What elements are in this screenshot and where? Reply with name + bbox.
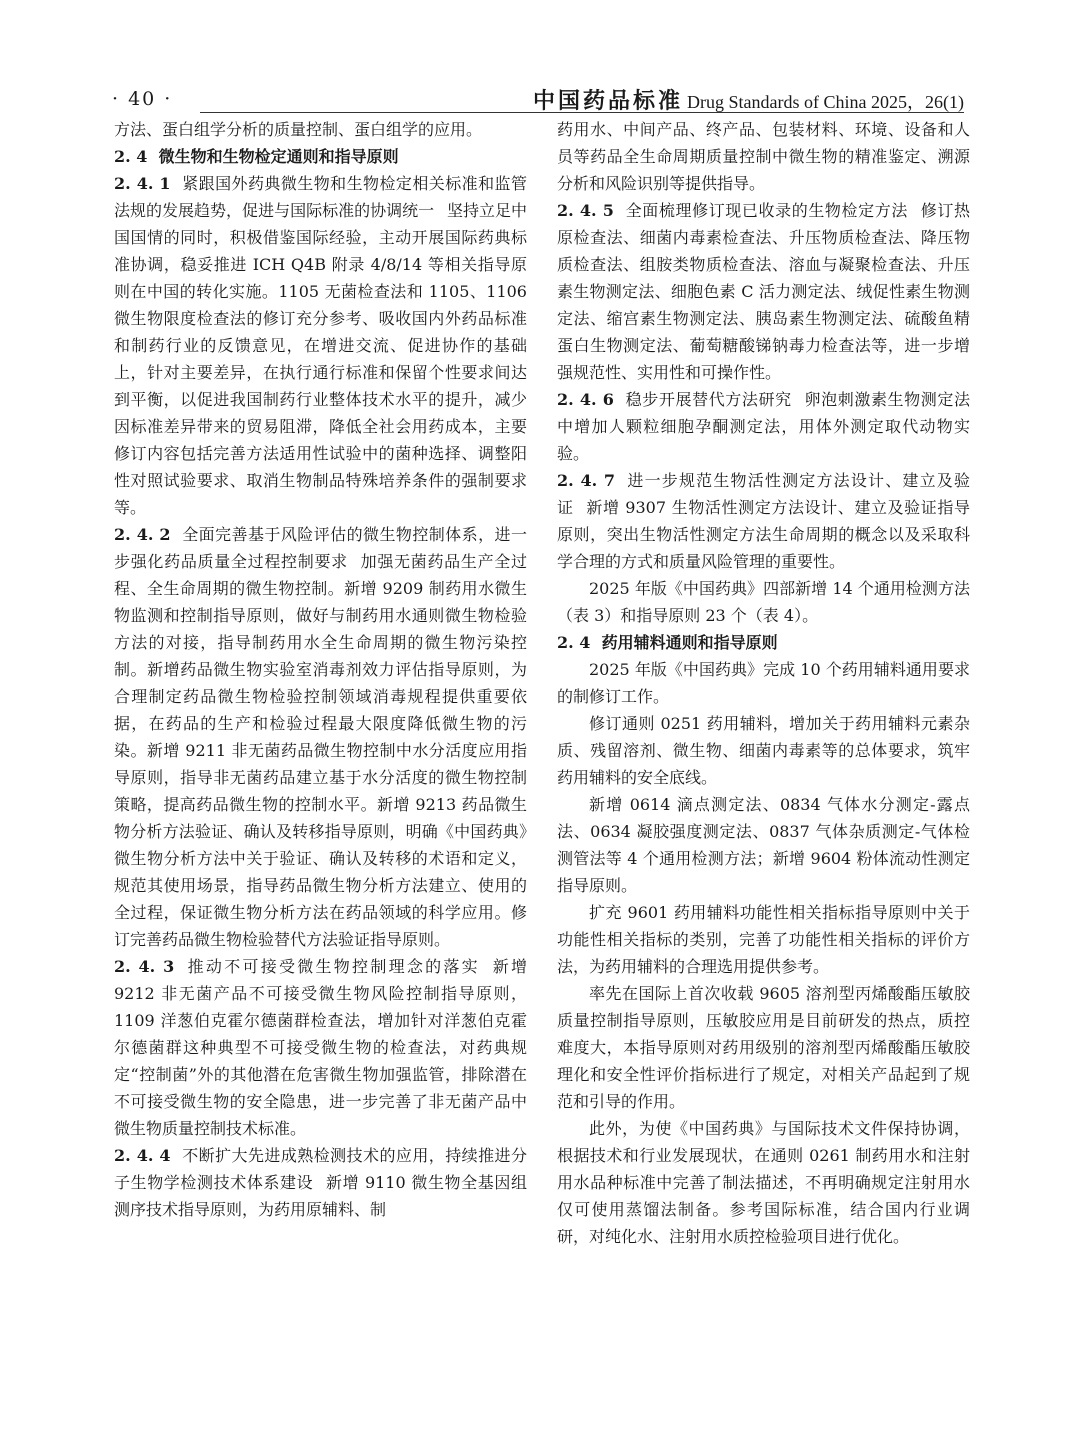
paragraph-continued: 方法、蛋白组学分析的质量控制、蛋白组学的应用。	[114, 120, 483, 139]
subsection-body: 新增 9212 非无菌产品不可接受微生物风险控制指导原则，1109 洋葱伯克霍尔德菌群检查法，增加针对洋葱伯克霍尔德菌群这种典型不可接受微生物的检查法，对药典规定“控制菌”外的其他潜在危害微生物加强监管，排除潜在不可接受微生物的安全隐患，进一步完善了非无菌产品中微生物质量控制技术标准。	[114, 957, 527, 1138]
subsection-number: 2. 4. 5	[557, 201, 614, 220]
subsection-body: 修订热原检查法、细菌内毒素检查法、升压物质检查法、降压物质检查法、组胺类物质检查法、溶血与凝聚检查法、升压素生物测定法、细胞色素 C 活力测定法、绒促性素生物测定法、缩宫素生物测定法、胰岛素生物测定法、硫酸鱼精蛋白生物测定法、葡萄糖酸锑钠毒力检查法等，进一步增强规范性、实用性和可操作性。	[557, 201, 970, 382]
subsection-body: 新增 9307 生物活性测定方法设计、建立及验证指导原则，突出生物活性测定方法生命周期的概念以及采取科学合理的方式和质量风险管理的重要性。	[557, 498, 970, 571]
section-number: 2. 4	[557, 633, 591, 652]
subsection-body: 加强无菌药品生产全过程、全生命周期的微生物控制。新增 9209 制药用水微生物监测和控制指导原则，做好与制药用水通则微生物检验方法的对接，指导制药用水全生命周期的微生物污染控制。新增药品微生物实验室消毒剂效力评估指导原则，为合理制定药品微生物检验控制领域消毒规程提供重要依据，在药品的生产和检验过程最大限度降低微生物的污染。新增 9211 非无菌药品微生物控制中水分活度应用指导原则，指导非无菌药品建立基于水分活度的微生物控制策略，提高药品微生物的控制水平。新增 9213 药品微生物分析方法验证、确认及转移指导原则，明确《中国药典》微生物分析方法中关于验证、确认及转移的术语和定义，规范其使用场景，指导药品微生物分析方法建立、使用的全过程，保证微生物分析方法在药品领域的科学应用。修订完善药品微生物检验替代方法验证指导原则。	[114, 552, 527, 949]
subsection-body: 坚持立足中国国情的同时，积极借鉴国际经验，主动开展国际药典标准协调，稳妥推进 ICH Q4B 附录 4/8/14 等相关指导原则在中国的转化实施。1105 无菌检查法和 1105、1106 微生物限度检查法的修订充分参考、吸收国内外药品标准和制药行业的反馈意见，在增进交流、促进协作的基础上，针对主要差异，在执行通行标准和保留个性要求间达到平衡，以促进我国制药行业整体技术水平的提升，减少因标准差异带来的贸易阻滞，降低全社会用药成本，主要修订内容包括完善方法适用性试验中的菌种选择、调整阳性对照试验要求、取消生物制品特殊培养条件的强制要求等。	[114, 201, 527, 517]
page-header	[112, 86, 964, 116]
section-number: 2. 4	[114, 147, 148, 166]
subsection-paragraph	[557, 386, 970, 467]
paragraph: 2025 年版《中国药典》完成 10 个药用辅料通用要求的制修订工作。	[557, 660, 970, 706]
subsection-number: 2. 4. 4	[114, 1146, 171, 1165]
subsection-title: 稳步开展替代方法研究	[625, 390, 792, 409]
journal-title	[533, 84, 964, 115]
page-number: · 40 ·	[112, 88, 173, 110]
subsection-body: 卵泡刺激素生物测定法中增加人颗粒细胞孕酮测定法，用体外测定取代动物实验。	[557, 390, 970, 463]
subsection-title: 推动不可接受微生物控制理念的落实	[185, 957, 480, 976]
subsection-title: 不断扩大先进成熟检测技术的应用，持续推进分子生物学检测技术体系建设	[114, 1146, 527, 1192]
subsection-paragraph	[557, 197, 970, 386]
subsection-title: 全面完善基于风险评估的微生物控制体系，进一步强化药品质量全过程控制要求	[114, 525, 527, 571]
paragraph: 2025 年版《中国药典》四部新增 14 个通用检测方法（表 3）和指导原则 23 个（表 4）。	[557, 579, 970, 625]
subsection-paragraph	[114, 1142, 527, 1223]
subsection-number: 2. 4. 7	[557, 471, 616, 490]
section-heading	[557, 629, 970, 656]
subsection-paragraph	[114, 170, 527, 521]
subsection-paragraph	[114, 953, 527, 1142]
subsection-number: 2. 4. 1	[114, 174, 171, 193]
paragraph: 此外，为使《中国药典》与国际技术文件保持协调，根据技术和行业发展现状，在通则 0261 制药用水和注射用水品种标准中完善了制法描述，不再明确规定注射用水仅可使用蒸馏法制备。参考国际标准，结合国内行业调研，对纯化水、注射用水质控检验项目进行优化。	[557, 1119, 970, 1246]
subsection-title: 紧跟国外药典微生物和生物检定相关标准和监管法规的发展趋势，促进与国际标准的协调统一	[114, 174, 527, 220]
subsection-number: 2. 4. 3	[114, 957, 175, 976]
subsection-title: 全面梳理修订现已收录的生物检定方法	[625, 201, 908, 220]
journal-title-en: Drug Standards of China 2025，26(1)	[687, 92, 964, 112]
journal-title-cn: 中国药品标准	[533, 89, 684, 114]
subsection-paragraph	[557, 467, 970, 575]
paragraph: 修订通则 0251 药用辅料，增加关于药用辅料元素杂质、残留溶剂、微生物、细菌内毒素等的总体要求，筑牢药用辅料的安全底线。	[557, 714, 970, 787]
paragraph: 扩充 9601 药用辅料功能性相关指标指导原则中关于功能性相关指标的类别，完善了功能性相关指标的评价方法，为药用辅料的合理选用提供参考。	[557, 903, 970, 976]
paragraph: 率先在国际上首次收载 9605 溶剂型丙烯酸酯压敏胶质量控制指导原则，压敏胶应用是目前研发的热点，质控难度大，本指导原则对药用级别的溶剂型丙烯酸酯压敏胶理化和安全性评价指标进行了规定，对相关产品起到了规范和引导的作用。	[557, 984, 970, 1111]
subsection-title: 进一步规范生物活性测定方法设计、建立及验证	[557, 471, 970, 517]
paragraph: 新增 0614 滴点测定法、0834 气体水分测定-露点法、0634 凝胶强度测定法、0837 气体杂质测定-气体检测管法等 4 个通用检测方法；新增 9604 粉体流动性测定指导原则。	[557, 795, 970, 895]
paragraph-continued: 药用水、中间产品、终产品、包装材料、环境、设备和人员等药品全生命周期质量控制中微生物的精准鉴定、溯源分析和风险识别等提供指导。	[557, 120, 970, 193]
section-title: 微生物和生物检定通则和指导原则	[158, 147, 399, 166]
subsection-paragraph	[114, 521, 527, 953]
subsection-number: 2. 4. 6	[557, 390, 614, 409]
subsection-body: 新增 9110 微生物全基因组测序技术指导原则，为药用原辅料、制	[114, 1173, 527, 1219]
left-column	[114, 116, 527, 1223]
subsection-number: 2. 4. 2	[114, 525, 171, 544]
section-heading	[114, 143, 527, 170]
section-title: 药用辅料通则和指导原则	[601, 633, 778, 652]
right-column	[557, 116, 970, 1250]
